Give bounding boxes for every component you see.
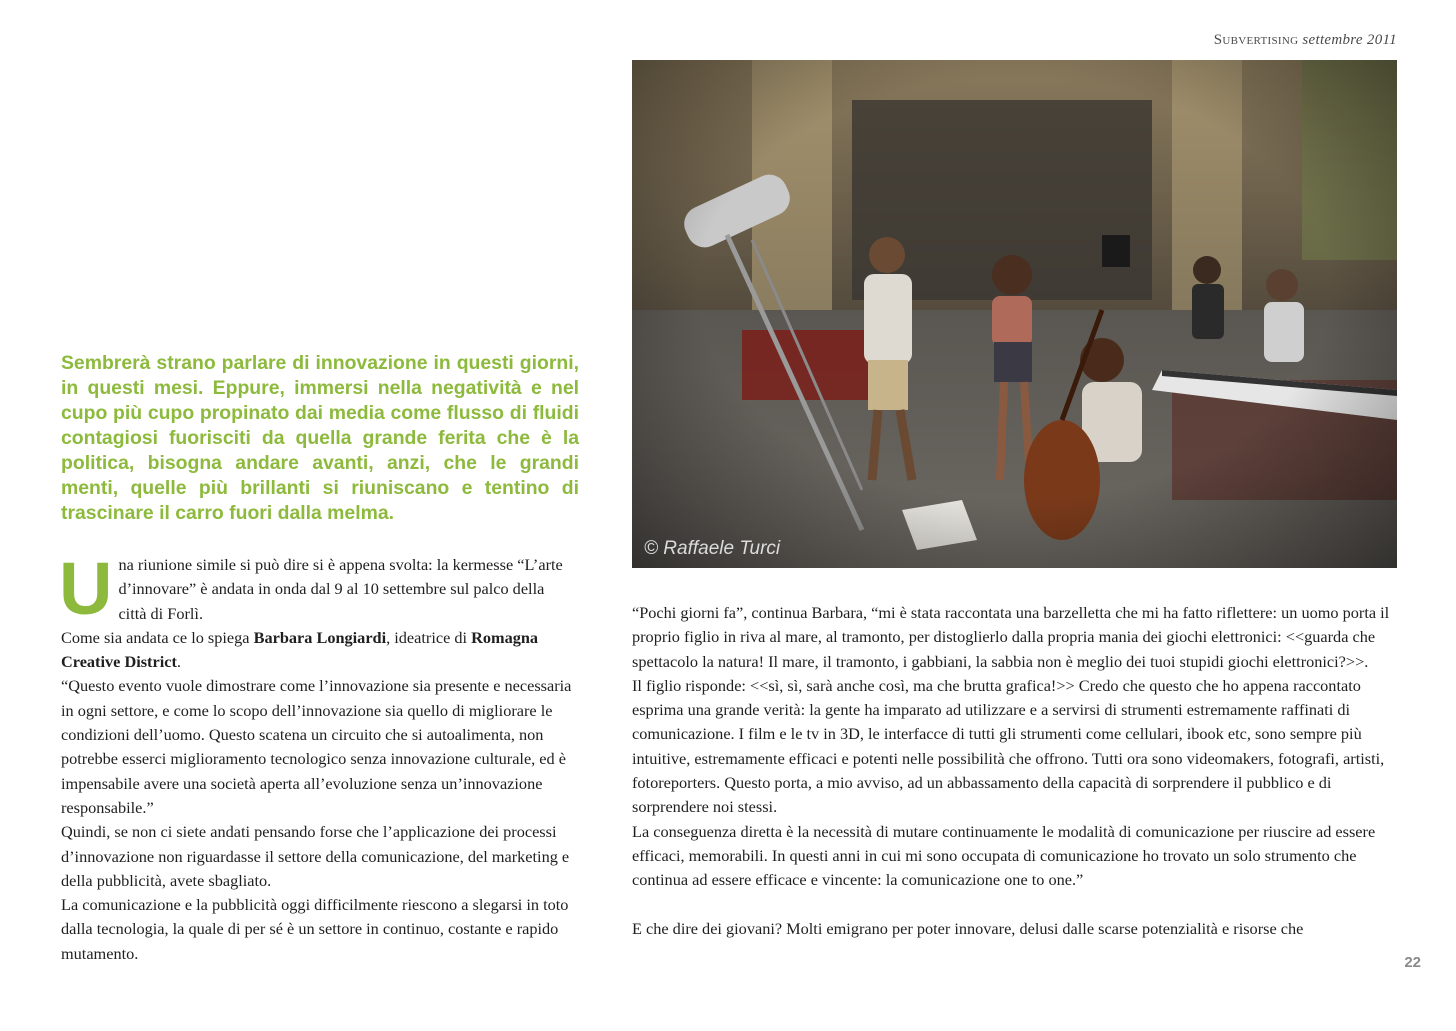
paragraph: E che dire dei giovani? Molti emigrano per poter innovare, delusi dalle scarse potenzialità e risorse che — [632, 918, 1304, 938]
issue-date: settembre 2011 — [1302, 32, 1397, 48]
rehearsal-illustration — [632, 60, 1397, 568]
organization-name: Romagna Creative District — [61, 627, 539, 672]
paragraph: La conseguenza diretta è la necessità di mutare continuamente le modalità di comunicazione per riuscire ad essere efficaci, memorabili. In questi anni in cui mi sono occupata di comunicazione ho trovato un solo strumento che continua ad essere efficace e vincente: la comunicazione one to one.” — [632, 821, 1376, 890]
paragraph: “Pochi giorni fa”, continua Barbara, “mi è stata raccontata una barzelletta che mi ha fatto riflettere: un uomo porta il proprio figlio in riva al mare, al tramonto, per distoglierlo dalla propria mania dei giochi elettronici: <<guarda che spettacolo la natura! Il mare, il tramonto, i gabbiani, la sabbia non è meglio dei tuoi stupidi giochi elettronici?>>. — [632, 603, 1390, 671]
right-text-column — [632, 601, 1392, 941]
page-number: 22 — [1404, 954, 1421, 971]
paragraph: Quindi, se non ci siete andati pensando forse che l’applicazione dei processi d’innovazione non riguardasse il settore della comunicazione, del marketing e della pubblicità, avete sbagliato. — [61, 822, 570, 890]
paragraph: Il figlio risponde: <<sì, sì, sarà anche così, ma che brutta grafica!>> Credo che questo che ho appena raccontato esprima una grande verità: la gente ha imparato ad utilizzare e a servirsi di strumenti estremamente raffinati di comunicazione. I film e le tv in 3D, le interfacce di tutti gli strumenti come cellulari, ibook etc, sono sempre più intuitive, estremamente efficaci e potenti nelle possibilità che offrono. Tutti ora sono videomakers, fotografi, artisti, fotoreporters. Questo porta, a mio avviso, ad un abbassamento della capacità di sorprendere il pubblico e di sorprendere noi stessi. — [632, 675, 1385, 817]
paragraph — [61, 626, 573, 675]
left-text-column — [59, 547, 573, 966]
text-run: Come sia andata ce lo spiega — [61, 627, 254, 647]
paragraph: “Questo evento vuole dimostrare come l’innovazione sia presente e necessaria in ogni settore, e come lo scopo dell’innovazione sia quello di migliorare le condizioni dell’uomo. Questo scatena un circuito che si autoalimenta, non potrebbe esserci miglioramento tecnologico senza innovazione culturale, ed è impensabile avere una società aperta all’evoluzione senza un’innovazione responsabile.” — [61, 676, 572, 817]
photo-credit: © Raffaele Turci — [644, 538, 781, 559]
lead-paragraph: Sembrerà strano parlare di innovazione in questi giorni, in questi mesi. Eppure, immersi nella negatività e nel cupo più cupo propinato dai media come flusso di fluidi contagiosi fuorisciti da quella grande ferita che è la politica, bisogna andare avanti, anzi, che le grandi menti, quelle più brillanti si riuniscano e tentino di trascinare il carro fuori dalla melma. — [61, 352, 579, 524]
running-header — [1214, 32, 1397, 49]
paragraph: La comunicazione e la pubblicità oggi difficilmente riescono a slegarsi in toto dalla tecnologia, la quale di per sé è un settore in continuo, costante e rapido mutamento. — [61, 895, 569, 963]
text-run: , ideatrice di — [386, 627, 472, 647]
magazine-name: Subvertising — [1213, 32, 1299, 48]
paragraph: na riunione simile si può dire si è appena svolta: la kermesse “L’arte d’innovare” è andata in onda dal 9 al 10 settembre sul palco della città di Forlì. — [118, 555, 563, 623]
drop-cap: U — [59, 547, 113, 630]
person-name: Barbara Longiardi — [253, 627, 387, 647]
paragraph-gap — [632, 893, 1392, 917]
concert-photo — [632, 60, 1397, 568]
text-run: . — [176, 652, 181, 672]
